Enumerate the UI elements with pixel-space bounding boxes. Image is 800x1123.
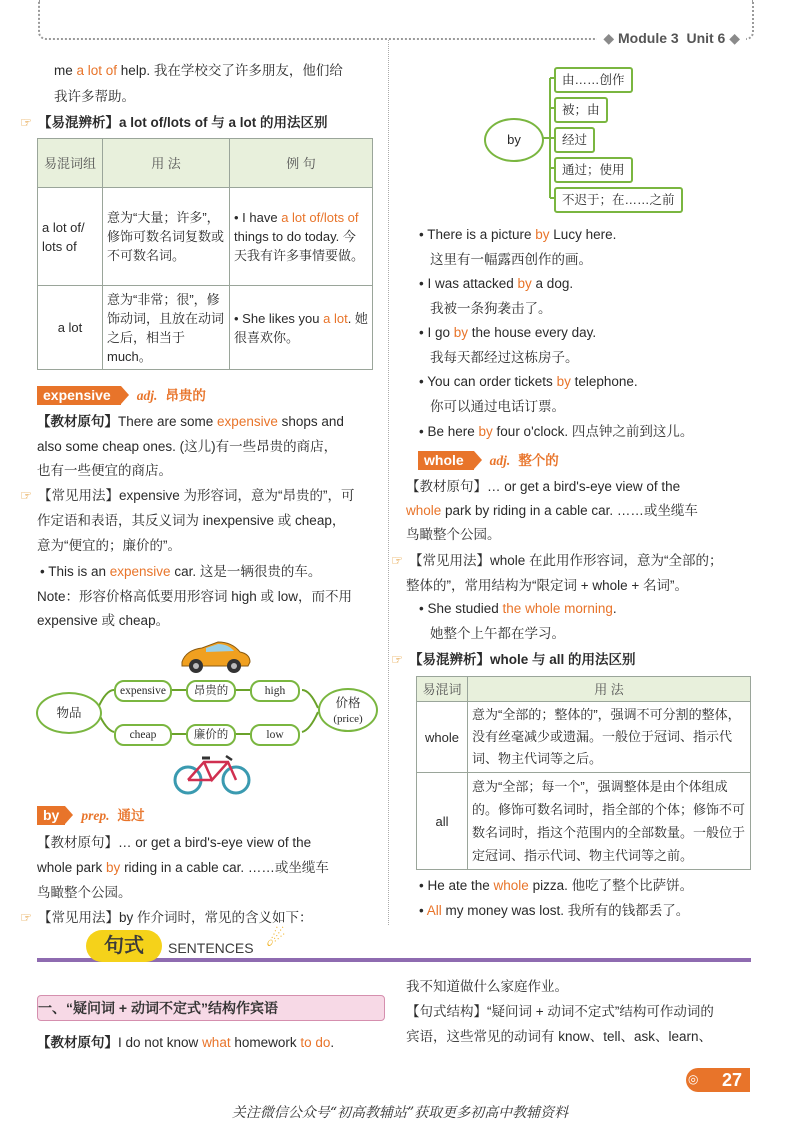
goods-oval: 物品 [36, 692, 102, 734]
whole-orig-1: 【教材原句】… or get a bird's-eye view of the [406, 479, 681, 494]
tree-root-by: by [484, 118, 544, 162]
expensive-usage-1: ☞ 【常见用法】expensive 为形容词，意为“昂贵的”，可 [20, 488, 355, 503]
continuation-line-1: me a lot of help. 我在学校交了许多朋友，他们给 [54, 63, 343, 78]
by-example-1-cn: 这里有一幅露西创作的画。 [430, 252, 592, 267]
sentences-en: SENTENCES [168, 940, 254, 956]
table-header-usage: 用 法 [103, 139, 230, 188]
page-number: 27 [686, 1068, 750, 1092]
table-cell-usage: 意为“大量；许多”，修饰可数名词复数或不可数名词。 [103, 188, 230, 286]
table-cell-example: • She likes you a lot. 她很喜欢你。 [230, 286, 373, 370]
whole-usage-2: 整体的”，常用结构为“限定词 + whole + 名词”。 [406, 578, 689, 593]
expensive-example: • This is an expensive car. 这是一辆很贵的车。 [40, 564, 322, 579]
node-expensive: expensive [114, 680, 172, 702]
continuation-line-2: 我许多帮助。 [54, 89, 135, 104]
by-orig-2: whole park by riding in a cable car. ……或坐缆车 [37, 860, 329, 875]
table-cell-word: a lot [38, 286, 103, 370]
by-example-4-cn: 你可以通过电话订票。 [430, 399, 565, 414]
by-usage: ☞ 【常见用法】by 作介词时，常见的含义如下： [20, 910, 313, 925]
node-cheap: cheap [114, 724, 172, 746]
whole-usage-1: ☞ 【常见用法】whole 在此用作形容词，意为“全部的； [391, 553, 723, 568]
sentence-right-3: 宾语，这些常见的动词有 know、tell、ask、learn、 [406, 1029, 713, 1044]
tip-a-lot-of: ☞ 【易混辨析】a lot of/lots of 与 a lot 的用法区别 [20, 115, 328, 130]
table-cell-usage: 意为“非常；很”，修饰动词，且放在动词之后，相当于much。 [103, 286, 230, 370]
module-label: Module 3 [618, 30, 679, 46]
unit-label: Unit 6 [686, 30, 726, 46]
table-cell-word: whole [417, 702, 468, 773]
entry-by: by prep. 通过 [37, 806, 144, 825]
sentence-right-2: 【句式结构】“疑问词 + 动词不定式”结构可作动词的 [406, 1004, 714, 1019]
price-oval: 价格 (price) [318, 688, 378, 732]
expensive-orig-1: 【教材原句】There are some expensive shops and [37, 414, 344, 429]
pointing-hand-icon: ☞ [20, 910, 33, 925]
section-heading: 一、“疑问词 + 动词不定式”结构作宾语 [37, 995, 385, 1021]
by-example-1: • There is a picture by Lucy here. [419, 227, 617, 242]
by-example-3-cn: 我每天都经过这栋房子。 [430, 350, 579, 365]
tree-node-pass: 经过 [554, 127, 595, 153]
headword-whole: whole [418, 451, 474, 470]
header-module-unit: ◆ Module 3 Unit 6 ◆ [597, 30, 746, 47]
node-gui: 昂贵的 [186, 680, 236, 702]
tree-node-before: 不迟于；在……之前 [554, 187, 683, 213]
footer-note: 关注微信公众号“初高教辅站”获取更多初高中教辅资料 [231, 1105, 569, 1121]
table-cell-usage: 意为“全部的；整体的”，强调不可分割的整体，没有丝毫减少或遗漏。一般位于冠词、指示代词、物主代词等之后。 [468, 702, 751, 773]
whole-example-cn: 她整个上午都在学习。 [430, 626, 565, 641]
table-cell-word: all [417, 773, 468, 870]
column-divider [388, 40, 389, 925]
entry-whole: whole adj. 整个的 [418, 451, 559, 470]
expensive-note-2: expensive 或 cheap。 [37, 613, 170, 628]
entry-expensive: expensive adj. 昂贵的 [37, 386, 206, 405]
pointing-hand-icon: ☞ [391, 553, 404, 568]
table-header-usage: 用 法 [468, 677, 751, 702]
table-header-example: 例 句 [230, 139, 373, 188]
by-example-5: • Be here by four o'clock. 四点钟之前到这儿。 [419, 424, 694, 439]
expensive-usage-2: 作定语和表语，其反义词为 inexpensive 或 cheap， [37, 513, 346, 528]
whole-all-example-2: • All my money was lost. 我所有的钱都丢了。 [419, 903, 690, 918]
table-whole-all [416, 676, 751, 870]
whole-orig-3: 鸟瞰整个公园。 [406, 527, 501, 542]
tip-whole-all: ☞ 【易混辨析】whole 与 all 的用法区别 [391, 652, 636, 667]
tree-node-means: 通过；使用 [554, 157, 633, 183]
node-low: low [250, 724, 300, 746]
node-high: high [250, 680, 300, 702]
by-example-2-cn: 我被一条狗袭击了。 [430, 301, 552, 316]
swirl-icon: ◎ [688, 1072, 699, 1086]
whole-orig-2: whole park by riding in a cable car. ……或坐缆车 [406, 503, 698, 518]
expensive-orig-3: 也有一些便宜的商店。 [37, 463, 172, 478]
bicycle-icon [172, 750, 252, 799]
table-header-word: 易混词 [417, 677, 468, 702]
pointing-hand-icon: ☞ [391, 652, 404, 667]
whole-example: • She studied the whole morning. [419, 601, 617, 616]
table-cell-example: • I have a lot of/lots of things to do today. 今天我有许多事情要做。 [230, 188, 373, 286]
table-cell-usage: 意为“全部；每一个”，强调整体是由个体组成的。修饰可数名词时，指全部的个体；修饰不可数名词时，指这个范围内的全部数量。一般位于定冠词、指示代词、物主代词等之前。 [468, 773, 751, 870]
pointing-hand-icon: ☞ [20, 488, 33, 503]
tree-node-created: 由……创作 [554, 67, 633, 93]
headword-by: by [37, 806, 65, 825]
by-example-4: • You can order tickets by telephone. [419, 374, 638, 389]
by-orig-1: 【教材原句】… or get a bird's-eye view of the [37, 835, 312, 850]
headword-expensive: expensive [37, 386, 121, 405]
table-header-word: 易混词组 [38, 139, 103, 188]
pointing-hand-icon: ☞ [20, 115, 33, 130]
table-a-lot-of [37, 138, 373, 370]
sentence-orig: 【教材原句】I do not know what homework to do. [37, 1035, 335, 1050]
sentence-right-1: 我不知道做什么家庭作业。 [406, 979, 568, 994]
expensive-usage-3: 意为“便宜的；廉价的”。 [37, 538, 181, 553]
expensive-orig-2: also some cheap ones. (这儿)有一些昂贵的商店， [37, 439, 338, 454]
table-cell-word: a lot of/ lots of [38, 188, 103, 286]
by-orig-3: 鸟瞰整个公园。 [37, 885, 132, 900]
by-example-2: • I was attacked by a dog. [419, 276, 574, 291]
tree-node-passive: 被；由 [554, 97, 608, 123]
expensive-note-1: Note：形容价格高低要用形容词 high 或 low，而不用 [37, 589, 353, 604]
node-lian: 廉价的 [186, 724, 236, 746]
whole-all-example-1: • He ate the whole pizza. 他吃了整个比萨饼。 [419, 878, 694, 893]
sentences-title: 句式 [86, 930, 162, 962]
shooting-star-icon: ☄ [266, 926, 286, 951]
by-example-3: • I go by the house every day. [419, 325, 597, 340]
